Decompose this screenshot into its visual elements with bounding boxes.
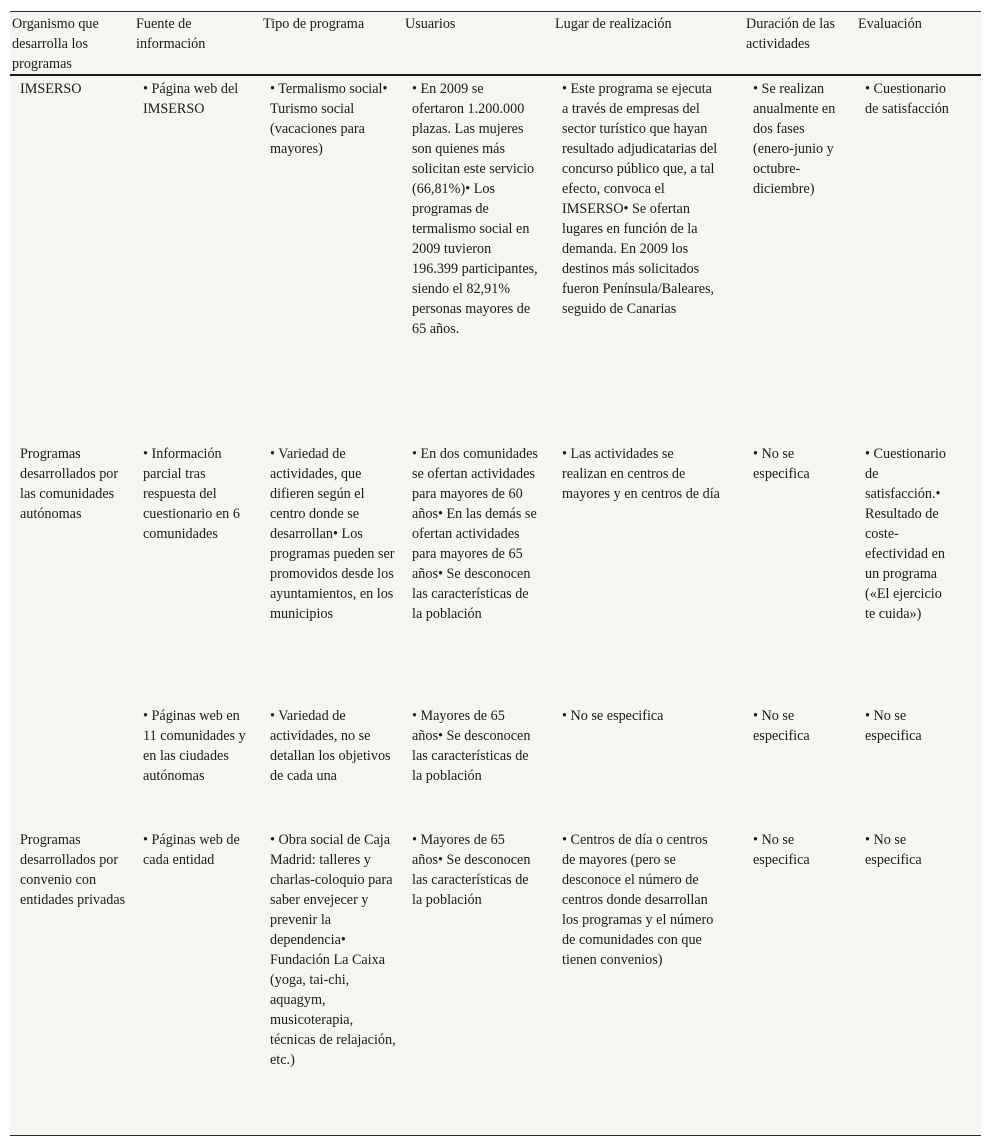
header-usuarios: Usuarios [403,12,553,75]
programs-table-container [10,11,981,1136]
cell-lugar: • No se especifica [562,708,664,724]
cell-fuente: • Páginas web en 11 comunidades y en las ciudades autónomas [143,708,246,784]
cell-tipo: • Variedad de actividades, que difieren según el centro donde se desarrollan• Los programas pueden ser promovidos desde los ayuntamientos, en los municipios [270,446,395,622]
cell-usuarios: • Mayores de 65 años• Se desconocen las características de la población [412,832,531,908]
cell-usuarios: • Mayores de 65 años• Se desconocen las características de la población [412,708,531,784]
header-evaluacion: Evaluación [856,12,981,75]
cell-organismo: Programas desarrollados por las comunidades autónomas [20,446,119,522]
header-tipo: Tipo de programa [261,12,403,75]
cell-organismo: Programas desarrollados por convenio con entidades privadas [20,832,126,908]
cell-tipo: • Termalismo social• Turismo social (vacaciones para mayores) [270,81,388,157]
cell-lugar: • Este programa se ejecuta a través de empresas del sector turístico que hayan resultado adjudicatarias del concurso público que, a tal efecto, convoca el IMSERSO• Se ofertan lugares en función de la demanda. En 2009 los destinos más solicitados fueron Península/Baleares, seguido de Canarias [562,81,718,317]
cell-evaluacion: • No se especifica [865,708,922,744]
cell-tipo: • Obra social de Caja Madrid: talleres y charlas-coloquio para saber envejecer y prevenir la dependencia• Fundación La Caixa (yoga, tai-chi, aquagym, musicoterapia, técnicas de relajación, etc.) [270,832,396,1068]
programs-table [10,12,981,1130]
cell-evaluacion: • Cuestionario de satisfacción [865,81,949,117]
cell-lugar: • Las actividades se realizan en centros de mayores y en centros de día [562,446,720,502]
table-row [10,702,981,826]
cell-usuarios: • En 2009 se ofertaron 1.200.000 plazas. Las mujeres son quienes más solicitan este servicio (66,81%)• Los programas de termalismo social en 2009 tuvieron 196.399 participantes, siendo el 82,91% personas mayores de 65 años. [412,81,538,337]
cell-duracion: • No se especifica [753,446,810,482]
cell-duracion: • Se realizan anualmente en dos fases (enero-junio y octubre-diciembre) [753,81,836,197]
cell-organismo: IMSERSO [20,81,82,97]
cell-fuente: • Páginas web de cada entidad [143,832,240,868]
table-row [10,440,981,702]
cell-fuente: • Información parcial tras respuesta del cuestionario en 6 comunidades [143,446,240,542]
cell-duracion: • No se especifica [753,832,810,868]
cell-lugar: • Centros de día o centros de mayores (pero se desconoce el número de centros donde desarrollan los programas y el número de comunidades con que tienen convenios) [562,832,714,968]
table-header-row [10,12,981,75]
cell-fuente: • Página web del IMSERSO [143,81,239,117]
cell-evaluacion: • Cuestionario de satisfacción.• Resultado de coste-efectividad en un programa («El ejercicio te cuida») [865,446,947,622]
header-duracion: Duración de las actividades [744,12,856,75]
header-organismo: Organismo que desarrolla los programas [10,12,134,75]
cell-evaluacion: • No se especifica [865,832,922,868]
header-lugar: Lugar de realización [553,12,744,75]
cell-duracion: • No se especifica [753,708,810,744]
header-fuente: Fuente de información [134,12,261,75]
cell-tipo: • Variedad de actividades, no se detallan los objetivos de cada una [270,708,391,784]
cell-usuarios: • En dos comunidades se ofertan actividades para mayores de 60 años• En las demás se ofertan actividades para mayores de 65 años• Se desconocen las características de la población [412,446,538,622]
table-row [10,75,981,440]
table-row [10,826,981,1130]
